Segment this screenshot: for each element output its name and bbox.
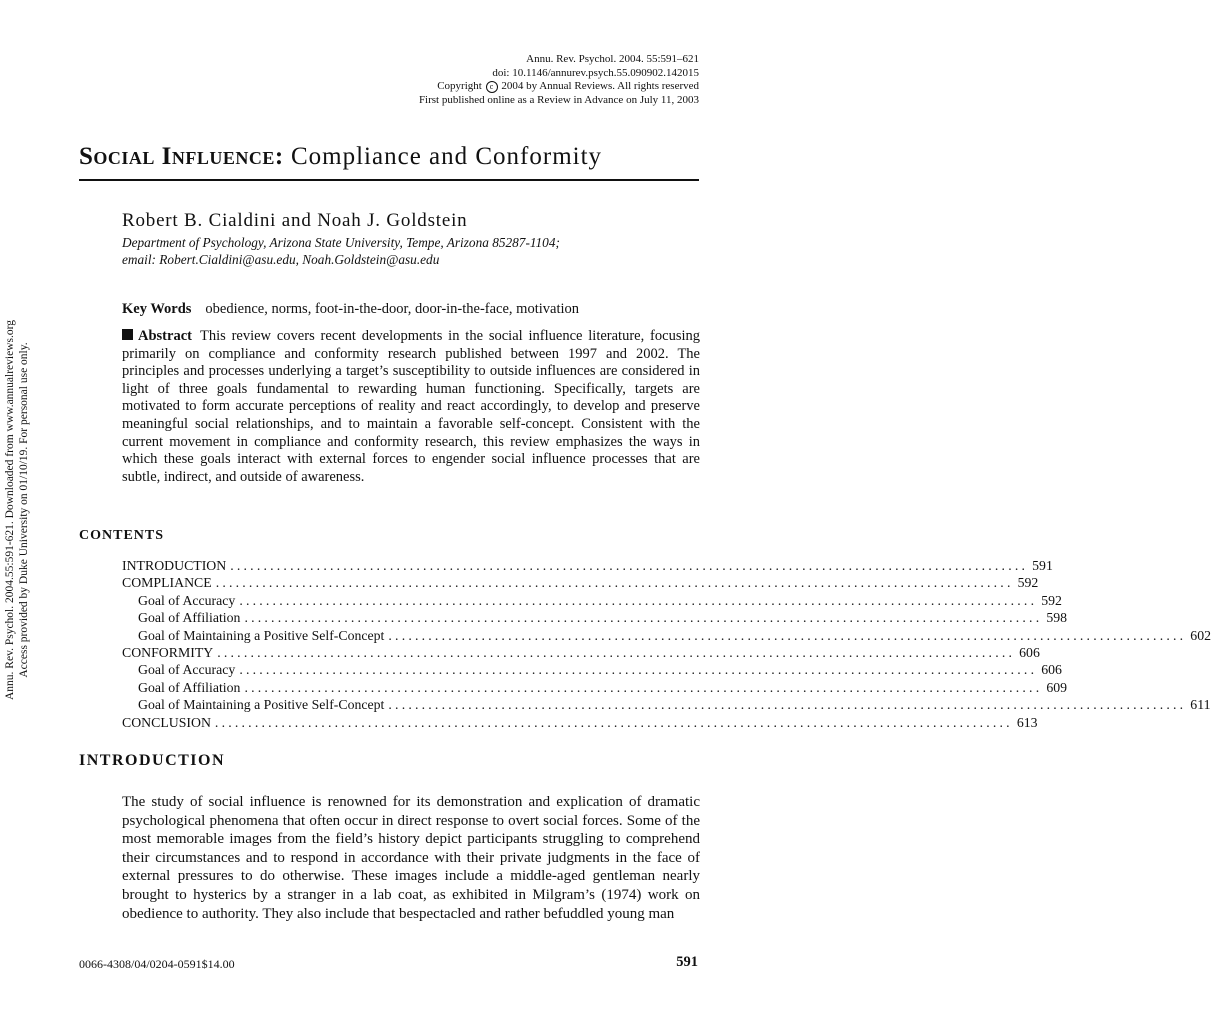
keywords-label: Key Words xyxy=(122,301,192,317)
toc-entry-page: 613 xyxy=(1016,714,1038,730)
article-title xyxy=(79,143,602,171)
affiliation xyxy=(122,234,560,268)
toc-entry[interactable] xyxy=(122,575,1039,592)
title-part-2: Compliance and Conformity xyxy=(283,143,603,170)
toc-entry-page: 606 xyxy=(1041,662,1062,678)
toc-entry[interactable] xyxy=(138,697,1211,714)
doi: doi: 10.1146/annurev.psych.55.090902.142015 xyxy=(492,66,699,79)
square-bullet-icon xyxy=(122,329,133,340)
toc-leader: ........................................................................................................................ xyxy=(230,558,1029,573)
download-notice-line-1: Annu. Rev. Psychol. 2004.55:591-621. Downloaded from www.annualreviews.org xyxy=(4,320,16,700)
abstract-text: This review covers recent developments in the social influence literature, focusing primarily on compliance and conformity research published between 1997 and 2002. The principles and processes underlying a target’s susceptibility to outside influences are considered in light of three goals fundamental to rewarding human functioning. Specifically, targets are motivated to form accurate perceptions of reality and react accordingly, to develop and preserve meaningful social relationships, and to maintain a favorable self-concept. Consistent with the current movement in compliance and conformity research, this review emphasizes the ways in which these goals interact with external forces to engender social influence processes that are subtle, indirect, and outside of awareness. xyxy=(122,328,700,485)
journal-info xyxy=(419,53,699,107)
toc-entry[interactable] xyxy=(138,679,1068,697)
copyright-icon: c xyxy=(486,81,498,93)
toc-entry-label: CONCLUSION xyxy=(122,714,211,730)
introduction-paragraph: The study of social influence is renowned for its demonstration and explication of dramatic psychological phenomena that often occur in direct response to overt social forces. Some of the most memorable images from the field’s history depict participants struggling to comprehend their circumstances and to respond in accordance with their private judgments in the face of external pressures to do otherwise. These images include a middle-aged gentleman nearly brought to hysterics by a stranger in a lab coat, as exhibited in Milgram’s (1974) work on obedience to authority. They also include that bespectacled and rather befuddled young man xyxy=(122,794,700,922)
toc-leader: ........................................................................................................................ xyxy=(388,627,1187,643)
keywords-text: obedience, norms, foot-in-the-door, door-in-the-face, motivation xyxy=(205,301,580,317)
toc-leader: ........................................................................................................................ xyxy=(388,697,1187,713)
toc-entry-label: CONFORMITY xyxy=(122,645,214,660)
toc-entry-label: Goal of Accuracy xyxy=(138,592,236,608)
toc-entry-label: Goal of Maintaining a Positive Self-Concept xyxy=(138,697,385,713)
toc-entry[interactable] xyxy=(138,627,1211,645)
affiliation-line-1: Department of Psychology, Arizona State University, Tempe, Arizona 85287-1104; xyxy=(122,235,560,250)
toc-entry-page: 606 xyxy=(1019,645,1040,660)
toc-leader: ........................................................................................................................ xyxy=(239,592,1038,608)
toc-leader: ........................................................................................................................ xyxy=(244,610,1043,626)
keywords xyxy=(122,301,579,318)
copyright-line xyxy=(419,80,699,94)
toc-entry-label: INTRODUCTION xyxy=(122,558,227,573)
abstract-label: Abstract xyxy=(138,328,192,344)
toc-entry[interactable] xyxy=(138,662,1062,679)
download-notice-line-2: Access provided by Duke University on 01/10/19. For personal use only. xyxy=(18,342,30,678)
toc-entry-page: 611 xyxy=(1190,697,1211,713)
citation: Annu. Rev. Psychol. 2004. 55:591–621 xyxy=(526,53,699,65)
toc-entry-page: 602 xyxy=(1190,627,1211,643)
toc-entry-label: Goal of Affiliation xyxy=(138,679,241,695)
toc-entry-page: 609 xyxy=(1046,679,1068,695)
toc-entry-page: 591 xyxy=(1032,558,1053,573)
toc-entry-page: 592 xyxy=(1017,575,1039,591)
toc-entry-page: 592 xyxy=(1041,592,1062,608)
contents-heading: CONTENTS xyxy=(79,528,165,543)
toc-entry[interactable] xyxy=(138,610,1068,627)
title-rule xyxy=(79,179,699,181)
page-number: 591 xyxy=(676,954,698,970)
toc-entry[interactable] xyxy=(122,714,1038,732)
toc-entry-label: Goal of Affiliation xyxy=(138,610,241,626)
toc-entry-page: 598 xyxy=(1046,610,1068,626)
copyright-suffix: 2004 by Annual Reviews. All rights reserved xyxy=(501,80,699,93)
download-notice xyxy=(3,295,31,725)
toc-entry[interactable] xyxy=(138,592,1062,610)
title-part-1: Social Influence: xyxy=(79,143,284,170)
toc-entry-label: Goal of Accuracy xyxy=(138,662,236,678)
copyright-prefix: Copyright xyxy=(437,80,482,93)
toc-entry-label: COMPLIANCE xyxy=(122,575,212,591)
toc-leader: ........................................................................................................................ xyxy=(239,662,1038,678)
toc-entry-label: Goal of Maintaining a Positive Self-Concept xyxy=(138,627,385,643)
toc-leader: ........................................................................................................................ xyxy=(244,679,1043,695)
toc-entry[interactable] xyxy=(122,645,1040,662)
toc-leader: ........................................................................................................................ xyxy=(217,645,1016,660)
affiliation-line-2: email: Robert.Cialdini@asu.edu, Noah.Goldstein@asu.edu xyxy=(122,252,440,267)
toc-entry[interactable] xyxy=(122,558,1053,575)
abstract xyxy=(122,328,700,486)
authors: Robert B. Cialdini and Noah J. Goldstein xyxy=(122,210,468,231)
first-published: First published online as a Review in Advance on July 11, 2003 xyxy=(418,93,699,106)
footer-article-code: 0066-4308/04/0204-0591$14.00 xyxy=(79,957,235,971)
toc-leader: ........................................................................................................................ xyxy=(215,575,1014,591)
section-heading-introduction: INTRODUCTION xyxy=(79,752,226,769)
toc-leader: ........................................................................................................................ xyxy=(214,714,1013,730)
